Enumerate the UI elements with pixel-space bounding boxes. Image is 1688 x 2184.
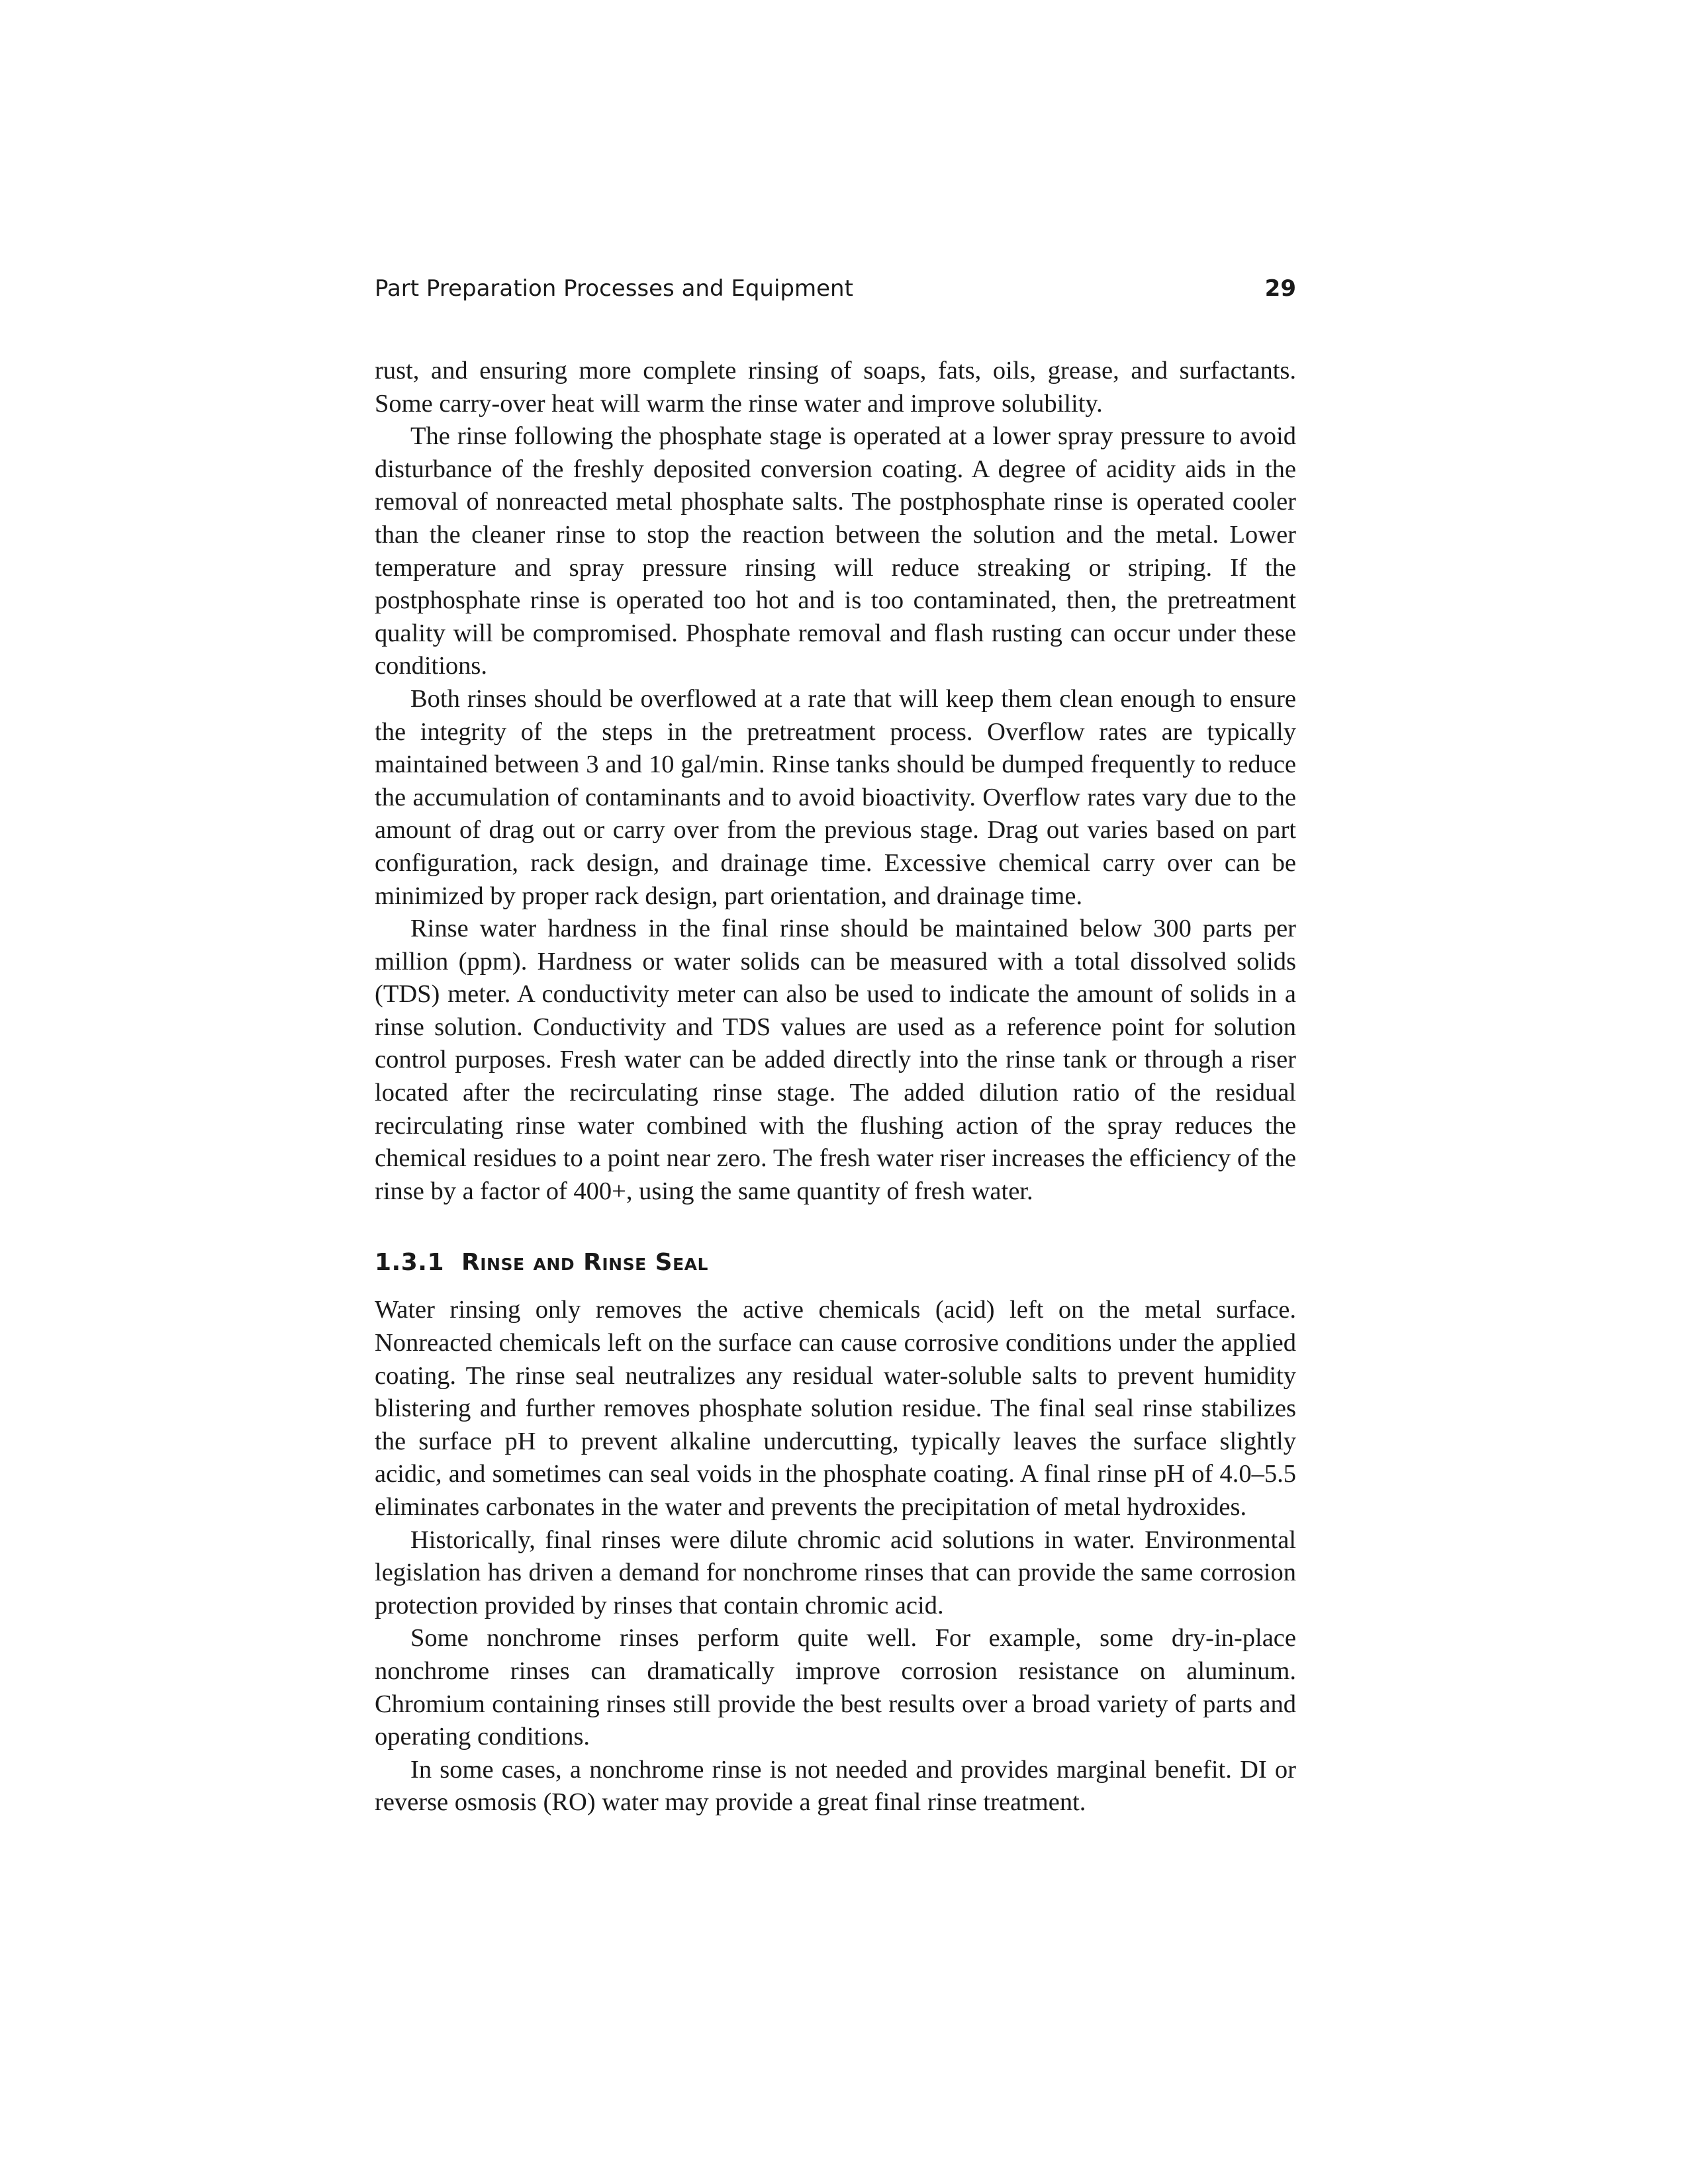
paragraph: rust, and ensuring more complete rinsing of soaps, fats, oils, grease, and surfactants. Some carry-over heat will warm the rinse water and improve solubility. [375, 357, 1296, 418]
paragraph: Rinse water hardness in the final rinse should be maintained below 300 parts per million (ppm). Hardness or water solids can be measured with a total dissolved solids (TDS) meter. A conductivity meter can also be used to indicate the amount of solids in a rinse solution. Conductivity and TDS values are used as a reference point for solution control purposes. Fresh water can be added directly into the rinse tank or through a riser located after the recirculating rinse stage. The added dilution ratio of the residual recirculating rinse water combined with the flushing action of the spray reduces the chemical residues to a point near zero. The fresh water riser increases the efficiency of the rinse by a factor of 400+, using the same quantity of fresh water. [375, 915, 1296, 1205]
section-heading [375, 1246, 1296, 1279]
page-number: 29 [1264, 275, 1296, 302]
body-text [375, 355, 1296, 1819]
paragraph: Some nonchrome rinses perform quite well. For example, some dry-in-place nonchrome rinses can dramatically improve corrosion resistance on aluminum. Chromium containing rinses still provide the best results over a broad variety of parts and operating conditions. [375, 1624, 1296, 1751]
paragraph: In some cases, a nonchrome rinse is not needed and provides marginal benefit. DI or reverse osmosis (RO) water may provide a great final rinse treatment. [375, 1755, 1296, 1817]
paragraph: The rinse following the phosphate stage is operated at a lower spray pressure to avoid disturbance of the freshly deposited conversion coating. A degree of acidity aids in the removal of nonreacted metal phosphate salts. The postphosphate rinse is operated cooler than the cleaner rinse to stop the reaction between the solution and the metal. Lower temperature and spray pressure rinsing will reduce streaking or striping. If the postphosphate rinse is operated too hot and is too contaminated, then, the pretreatment quality will be compromised. Phosphate removal and flash rusting can occur under these conditions. [375, 422, 1296, 680]
section-number: 1.3.1 [375, 1249, 444, 1277]
running-header [375, 275, 1296, 315]
paragraph: Both rinses should be overflowed at a rate that will keep them clean enough to ensure the integrity of the steps in the pretreatment process. Overflow rates are typically maintained between 3 and 10 gal/min. Rinse tanks should be dumped frequently to reduce the accumulation of contaminants and to avoid bioactivity. Overflow rates vary due to the amount of drag out or carry over from the previous stage. Drag out varies based on part configuration, rack design, and drainage time. Excessive chemical carry over can be minimized by proper rack design, part orientation, and drainage time. [375, 684, 1296, 910]
document-page [375, 0, 1296, 2184]
paragraph: Historically, final rinses were dilute chromic acid solutions in water. Environmental legislation has driven a demand for nonchrome rinses that can provide the same corrosion protection provided by rinses that contain chromic acid. [375, 1525, 1296, 1619]
section-title: Rinse and Rinse Seal [461, 1249, 708, 1277]
paragraph: Water rinsing only removes the active chemicals (acid) left on the metal surface. Nonreacted chemicals left on the surface can cause corrosive conditions under the applied coating. The rinse seal neutralizes any residual water-soluble salts to prevent humidity blistering and further removes phosphate solution residue. The final seal rinse stabilizes the surface pH to prevent alkaline undercutting, typically leaves the surface slightly acidic, and sometimes can seal voids in the phosphate coating. A final rinse pH of 4.0–5.5 eliminates carbonates in the water and prevents the precipitation of metal hydroxides. [375, 1296, 1296, 1521]
running-header-title: Part Preparation Processes and Equipment [375, 275, 853, 302]
